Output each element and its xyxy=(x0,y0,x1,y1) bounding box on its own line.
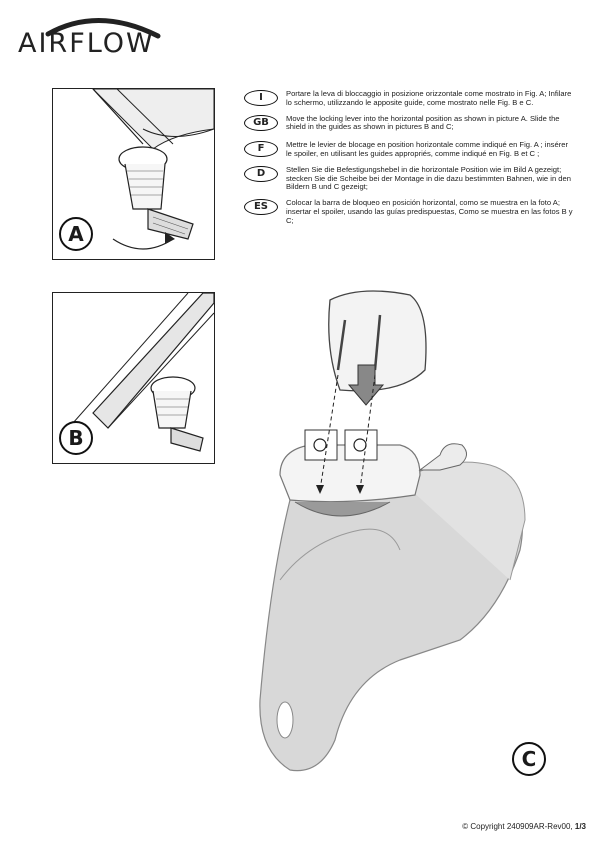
instruction-text: Portare la leva di bloccaggio in posizione orizzontale come mostrato in Fig. A; Infilare lo schermo, utilizzando le apposite guide, come mostrato nelle Fig. B e C. xyxy=(286,89,572,107)
figure-a-label: A xyxy=(59,217,93,251)
page-number: 1/3 xyxy=(574,822,586,831)
language-badge-es: ES xyxy=(244,199,278,215)
language-badge-de: D xyxy=(244,166,278,182)
brand-name: AIRFLOW xyxy=(18,28,155,59)
figure-c-illustration xyxy=(250,280,580,780)
instruction-text: Stellen Sie die Befestigungshebel in die horizontale Position wie im Bild A gezeigt; stecken Sie die Scheibe bei der Montage in die dazu bestimmten Bahnen, wie in den Bildern B und C gezeigt; xyxy=(286,164,571,192)
figure-b-label: B xyxy=(59,421,93,455)
language-badge-fr: F xyxy=(244,141,278,157)
instruction-es xyxy=(244,199,574,225)
instruction-it xyxy=(244,90,574,108)
language-badge-it: I xyxy=(244,90,278,106)
brand-logo xyxy=(18,12,168,62)
instruction-text: Mettre le levier de blocage en position horizontale comme indiqué en Fig. A ; insérer le spoiler, en utilisant les guides appropriés, comme indiqué en Fig. B et C ; xyxy=(286,140,568,158)
instruction-gb xyxy=(244,115,574,133)
instruction-de xyxy=(244,166,574,192)
instruction-text: Colocar la barra de bloqueo en posición horizontal, como se muestra en la foto A; insertar el spoiler, usando las guías predispuestas, Como se muestra en las fotos B y C; xyxy=(286,198,573,225)
language-badge-gb: GB xyxy=(244,115,278,131)
instruction-text: Move the locking lever into the horizontal position as shown in picture A. Slide the shield in the guides as shown in pictures B and C; xyxy=(286,113,560,132)
instruction-fr xyxy=(244,141,574,159)
footer xyxy=(462,822,586,831)
figure-a xyxy=(52,88,215,260)
instructions-list xyxy=(244,90,574,233)
figure-b xyxy=(52,292,215,464)
copyright-text: © Copyright 240909AR-Rev00, xyxy=(462,822,573,831)
figure-c-label: C xyxy=(512,742,546,776)
